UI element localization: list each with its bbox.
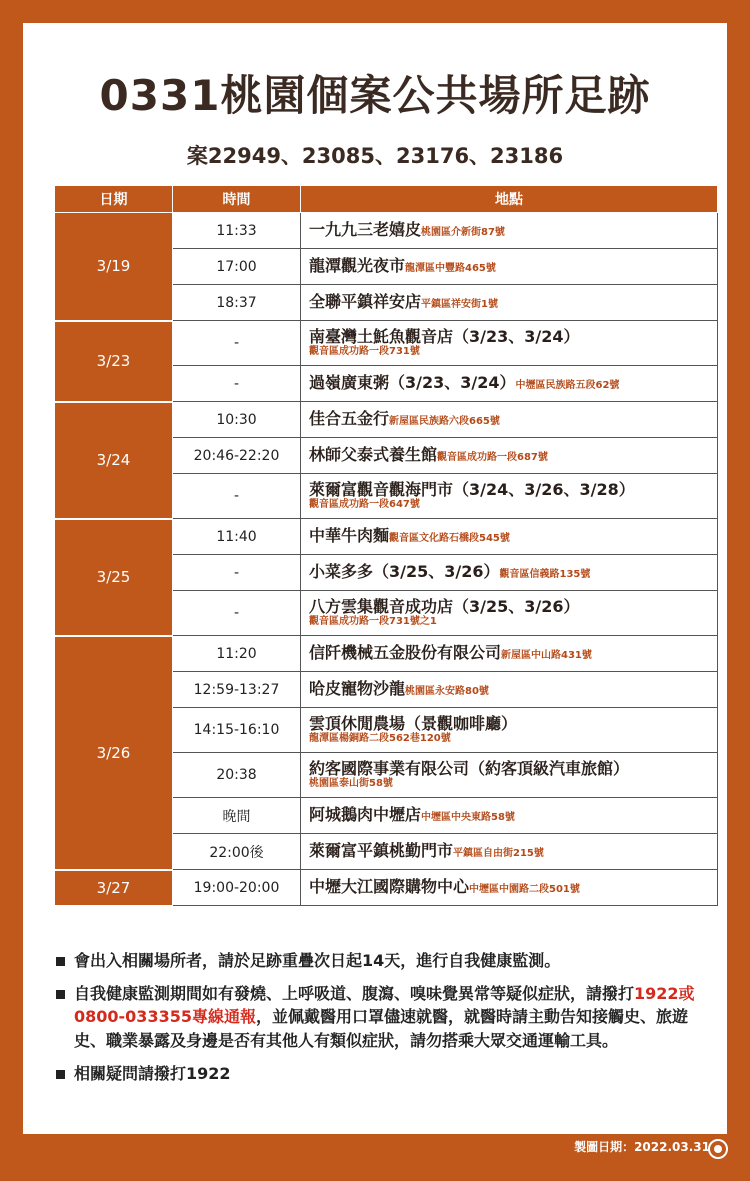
place-address: 觀音區信義路135號 [499,569,591,581]
place-address: 龍潭區中豐路465號 [405,263,496,275]
note-self-monitor [56,949,706,972]
place-name: 一九九三老嬉皮 [309,220,422,240]
place-address: 平鎮區自由街215號 [453,848,544,860]
time-cell: - [173,321,301,366]
place-address: 觀音區文化路石橋段545號 [389,533,510,545]
date-cell: 3/23 [55,321,173,402]
time-cell: - [173,366,301,402]
note-text: 會出入相關場所者，請於足跡重疊次日起14天，進行自我健康監測。 [74,951,561,970]
place-address: 觀音區成功路一段647號 [309,499,420,511]
place-name: 阿城鵝肉中壢店 [309,805,422,825]
time-cell: - [173,591,301,636]
place-cell [301,213,718,249]
time-cell: - [173,474,301,519]
place-name: 全聯平鎮祥安店 [309,292,422,312]
table-row [55,321,718,366]
place-cell [301,474,718,519]
time-cell: 晚間 [173,798,301,834]
place-cell [301,438,718,474]
note-symptoms [56,982,706,1052]
time-cell: 17:00 [173,249,301,285]
time-cell: 22:00後 [173,834,301,870]
table-row [55,636,718,672]
place-cell [301,249,718,285]
place-address: 觀音區成功路一段731號 [309,346,420,358]
page-title: 0331桃園個案公共場所足跡 [99,71,651,120]
date-cell: 3/24 [55,402,173,519]
place-name: 龍潭觀光夜市 [309,256,406,276]
place-address: 平鎮區祥安街1號 [421,299,498,311]
time-cell: 11:33 [173,213,301,249]
date-cell: 3/19 [55,213,173,321]
place-name: 萊爾富平鎮桃勤門市 [309,841,454,861]
place-name: 南臺灣土魠魚觀音店（3/23、3/24） [309,327,580,347]
place-cell [301,870,718,906]
place-cell [301,798,718,834]
time-cell: 14:15-16:10 [173,708,301,753]
date-cell: 3/26 [55,636,173,870]
place-name: 約客國際事業有限公司（約客頂級汽車旅館） [309,759,630,779]
place-name: 林師父泰式養生館 [309,445,438,465]
place-name: 哈皮寵物沙龍 [309,679,406,699]
time-cell: 18:37 [173,285,301,321]
place-address: 新屋區民族路六段665號 [389,416,500,428]
place-cell [301,321,718,366]
time-cell: - [173,555,301,591]
place-name: 八方雲集觀音成功店（3/25、3/26） [309,597,580,617]
place-cell [301,366,718,402]
place-address: 中壢區中園路二段501號 [469,884,580,896]
place-name: 佳合五金行 [309,409,390,429]
place-name: 雲頂休閒農場（景觀咖啡廳） [309,714,518,734]
place-address: 桃園區介新街87號 [421,227,505,239]
table-row [55,870,718,906]
time-cell: 19:00-20:00 [173,870,301,906]
time-cell: 11:20 [173,636,301,672]
place-cell [301,519,718,555]
place-cell [301,834,718,870]
place-name: 小菜多多（3/25、3/26） [309,562,500,582]
header-place: 地點 [301,186,718,213]
notes [56,949,706,1095]
place-address: 龍潭區楊銅路二段562巷120號 [309,733,451,745]
place-cell [301,672,718,708]
place-cell [301,708,718,753]
hotline-highlight: 1922或0800-033355專線通報 [74,984,695,1027]
main-card [23,23,727,1134]
time-cell: 10:30 [173,402,301,438]
place-name: 信阡機械五金股份有限公司 [309,643,502,663]
time-cell: 20:46-22:20 [173,438,301,474]
header-date: 日期 [55,186,173,213]
table-body [55,213,718,906]
time-cell: 12:59-13:27 [173,672,301,708]
place-cell [301,636,718,672]
place-name: 過嶺廣東粥（3/23、3/24） [309,373,516,393]
time-cell: 20:38 [173,753,301,798]
table-row [55,519,718,555]
table-header-row [55,186,718,213]
place-name: 中壢大江國際購物中心 [309,877,470,897]
place-name: 中華牛肉麵 [309,526,390,546]
city-seal-icon [708,1139,728,1159]
place-address: 觀音區成功路一段731號之1 [309,616,437,628]
place-address: 中壢區中央東路58號 [421,812,515,824]
table-row [55,213,718,249]
place-cell [301,591,718,636]
note-inquiry [56,1062,706,1085]
header-time: 時間 [173,186,301,213]
place-name: 萊爾富觀音觀海門市（3/24、3/26、3/28） [309,480,635,500]
place-cell [301,753,718,798]
note-text: 自我健康監測期間如有發燒、上呼吸道、腹瀉、嗅味覺異常等疑似症狀，請撥打 [74,984,635,1004]
place-cell [301,555,718,591]
note-text: 相關疑問請撥打1922 [74,1063,231,1083]
place-address: 桃園區泰山街58號 [309,778,393,790]
place-cell [301,402,718,438]
note-text: ，並佩戴醫用口罩儘速就醫，就醫時請主動告知接觸史、旅遊史、職業暴露及身邊是否有其他人有類似症狀，請勿搭乘大眾交通運輸工具。 [74,1007,688,1050]
place-address: 觀音區成功路一段687號 [437,452,548,464]
table-row [55,402,718,438]
case-numbers: 案22949、23085、23176、23186 [186,144,564,168]
place-address: 新屋區中山路431號 [501,650,592,662]
time-cell: 11:40 [173,519,301,555]
date-cell: 3/27 [55,870,173,906]
place-address: 中壢區民族路五段62號 [515,380,620,392]
made-date: 製圖日期：2022.03.31 [574,1140,710,1154]
footprint-table [54,185,718,907]
date-cell: 3/25 [55,519,173,636]
place-cell [301,285,718,321]
place-address: 桃園區永安路80號 [405,686,489,698]
